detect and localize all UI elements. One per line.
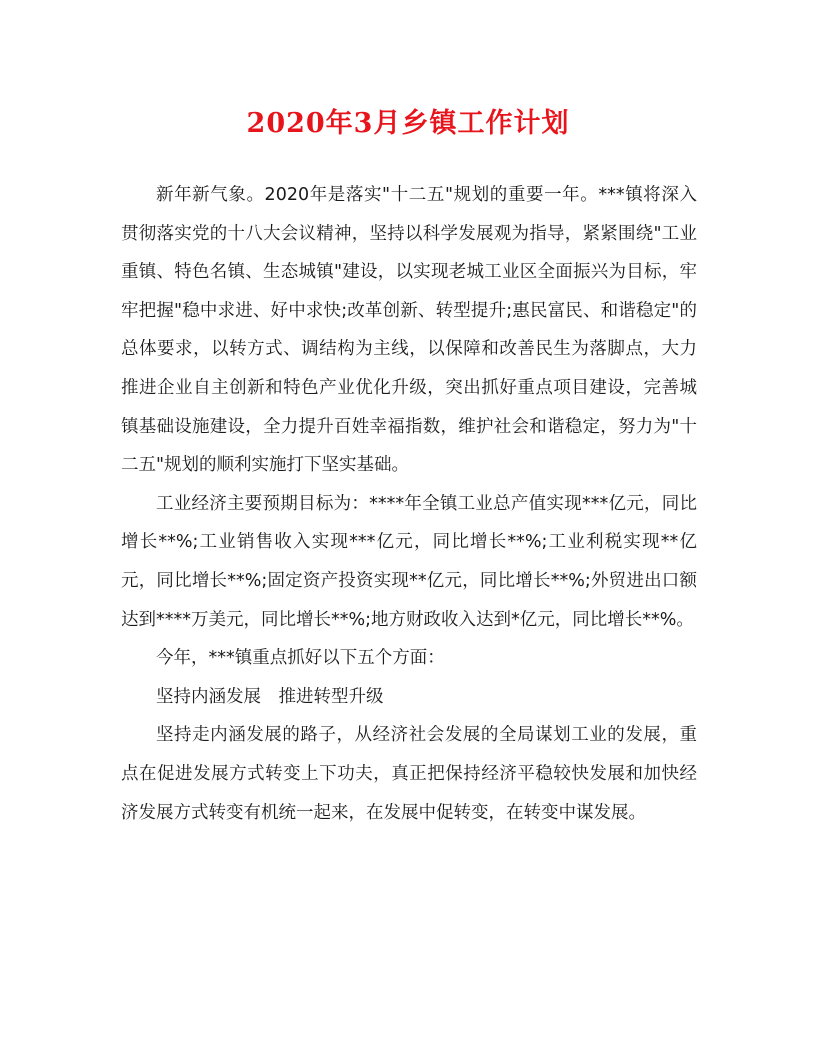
paragraph-focus-areas: 今年，***镇重点抓好以下五个方面：	[156, 648, 445, 669]
paragraph-intro: 新年新气象。2020年是落实"十二五"规划的重要一年。***镇将深入贯彻落实党的十八大会议精神，坚持以科学发展观为指导，紧紧围绕"工业重镇、特色名镇、生态城镇"建设，以实现老城工业区全面振兴为目标，牢牢把握"稳中求进、好中求快;改革创新、转型提升;惠民富民、和谐稳定"的总体要求，以转方式、调结构为主线，以保障和改善民生为落脚点，大力推进企业自主创新和特色产业优化升级，突出抓好重点项目建设，完善城镇基础设施建设，全力提升百姓幸福指数，维护社会和谐稳定，努力为"十二五"规划的顺利实施打下坚实基础。	[121, 185, 697, 476]
paragraph-economic-targets: 工业经济主要预期目标为：****年全镇工业总产值实现***亿元，同比增长**%;工业销售收入实现***亿元，同比增长**%;工业利税实现**亿元，同比增长**%;固定资产投资实现**亿元，同比增长**%;外贸进出口额达到****万美元，同比增长**%;地方财政收入达到*亿元，同比增长**%。	[121, 493, 697, 630]
section-heading: 坚持内涵发展 推进转型升级	[156, 686, 384, 707]
document-body	[121, 176, 697, 832]
paragraph-connotative-development: 坚持走内涵发展的路子，从经济社会发展的全局谋划工业的发展，重点在促进发展方式转变上下功夫，真正把保持经济平稳较快发展和加快经济发展方式转变有机统一起来，在发展中促转变，在转变中谋发展。	[121, 725, 697, 823]
document-title: 2020年3月乡镇工作计划	[246, 108, 570, 139]
